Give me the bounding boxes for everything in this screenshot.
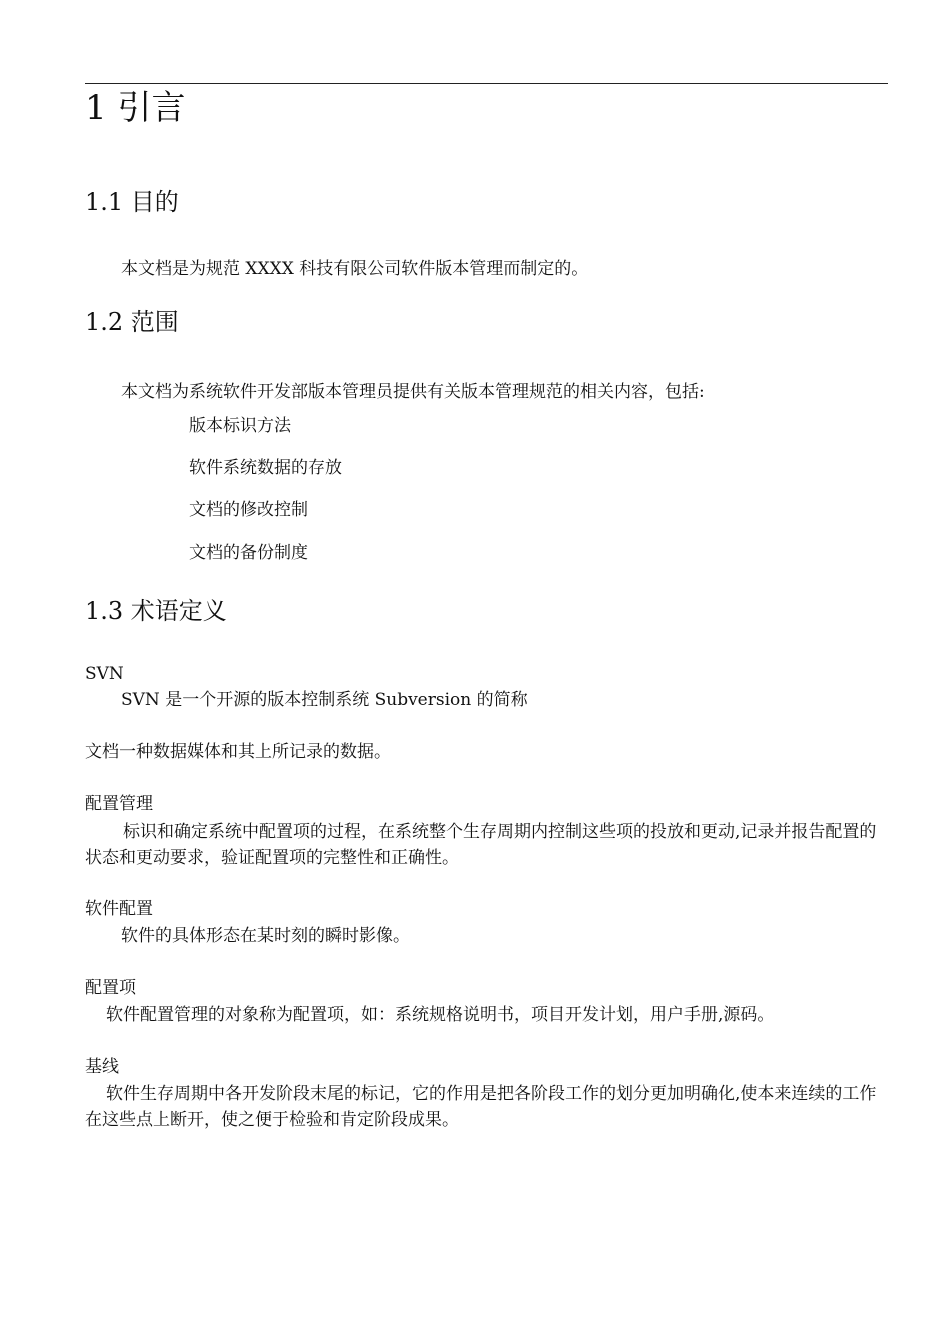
- section-terms-title: 1.3 术语定义: [85, 597, 227, 625]
- scope-item: 文档的备份制度: [189, 543, 308, 563]
- term-baseline-definition: 软件生存周期中各开发阶段末尾的标记，它的作用是把各阶段工作的划分更加明确化,使本来连续的工作在这些点上断开，使之便于检验和肯定阶段成果。: [85, 1084, 877, 1130]
- section-purpose-title: 1.1 目的: [85, 188, 179, 216]
- term-config-item-definition: 软件配置管理的对象称为配置项，如：系统规格说明书，项目开发计划，用户手册,源码。: [106, 1005, 775, 1025]
- term-svn-definition: SVN 是一个开源的版本控制系统 Subversion 的简称: [121, 690, 528, 710]
- term-baseline: 基线: [85, 1057, 119, 1077]
- term-config-item: 配置项: [85, 978, 136, 998]
- header-rule: [85, 83, 888, 84]
- scope-item: 文档的修改控制: [189, 500, 308, 520]
- term-software-config: 软件配置: [85, 899, 153, 919]
- term-svn: SVN: [85, 664, 124, 684]
- section-scope-title: 1.2 范围: [85, 308, 179, 336]
- term-document: 文档一种数据媒体和其上所记录的数据。: [85, 742, 391, 762]
- chapter-heading: 1 引言: [85, 88, 186, 128]
- term-config-management-definition: 标识和确定系统中配置项的过程，在系统整个生存周期内控制这些项的投放和更动,记录并报告配置的状态和更动要求，验证配置项的完整性和正确性。: [85, 822, 877, 868]
- scope-intro: 本文档为系统软件开发部版本管理员提供有关版本管理规范的相关内容，包括:: [121, 382, 705, 402]
- scope-item: 软件系统数据的存放: [189, 458, 342, 478]
- scope-item: 版本标识方法: [189, 416, 291, 436]
- term-software-config-definition: 软件的具体形态在某时刻的瞬时影像。: [121, 926, 410, 946]
- purpose-text: 本文档是为规范 XXXX 科技有限公司软件版本管理而制定的。: [121, 259, 589, 279]
- term-config-management: 配置管理: [85, 794, 153, 814]
